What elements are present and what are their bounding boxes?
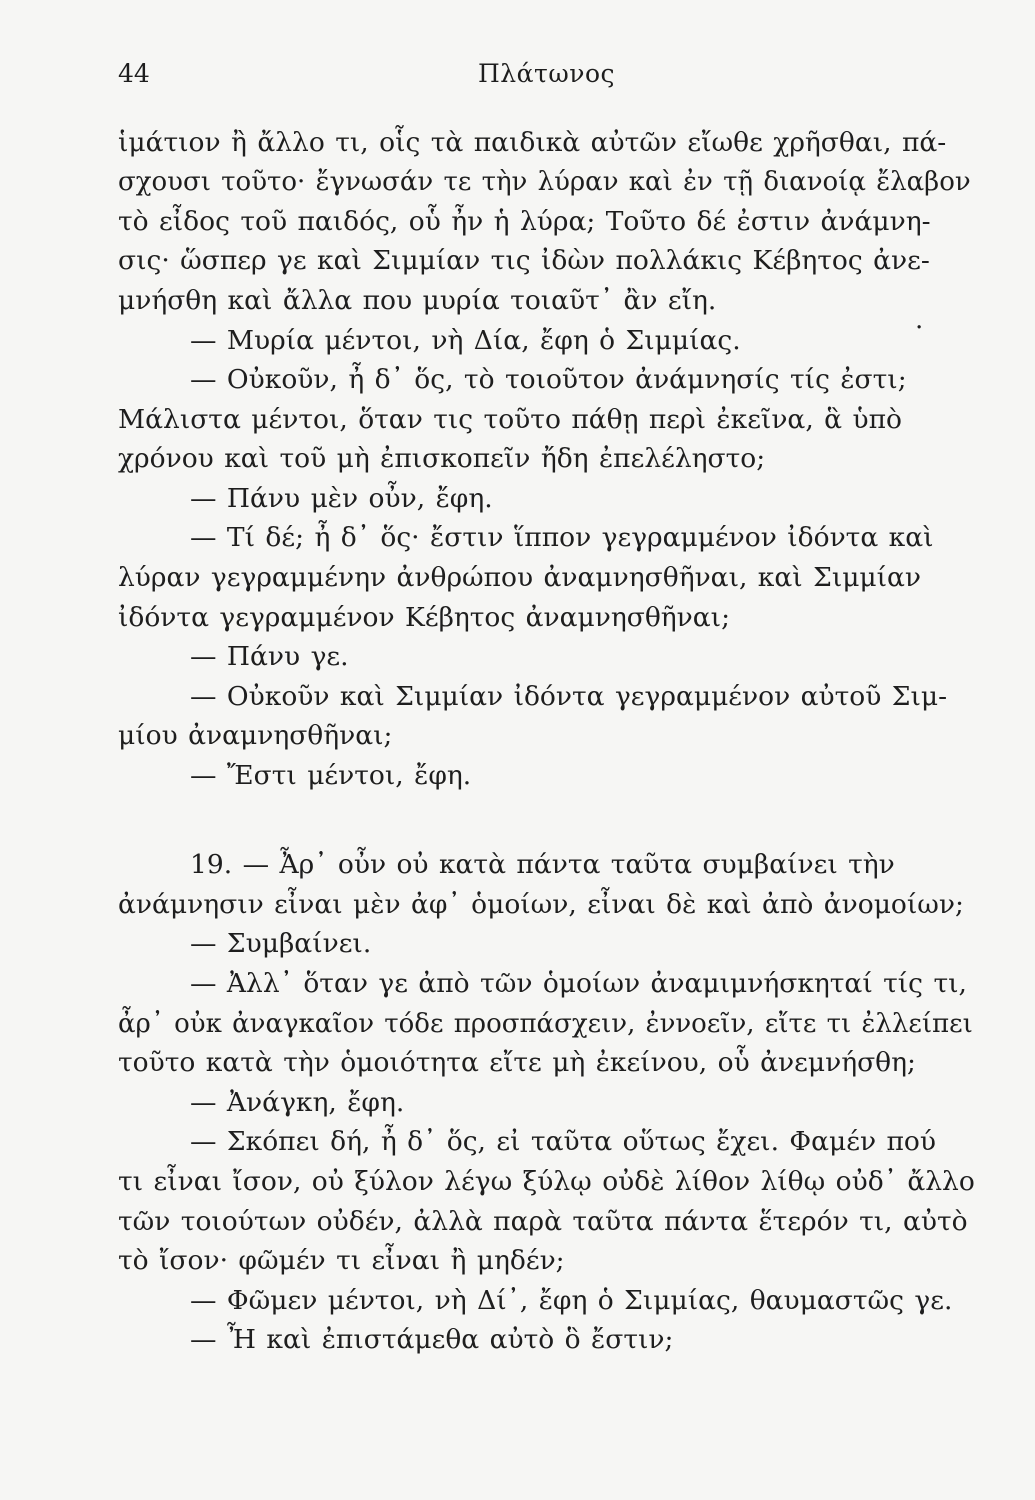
text-line: μίου ἀναμνησθῆναι;	[118, 720, 393, 751]
dialogue-line: — Τί δέ; ἦ δ᾽ ὅς· ἔστιν ἵππον γεγραμμένον ἰδόντα καὶ	[190, 522, 934, 553]
text-line: τι εἶναι ἴσον, οὐ ξύλον λέγω ξύλῳ οὐδὲ λίθον λίθῳ οὐδ᾽ ἄλλο	[118, 1166, 975, 1197]
text-line: χρόνου καὶ τοῦ μὴ ἐπισκοπεῖν ἤδη ἐπελέληστο;	[118, 443, 766, 474]
text-line: τὸ εἶδος τοῦ παιδός, οὗ ἦν ἡ λύρα; Τοῦτο δέ ἐστιν ἀνάμνη-	[118, 206, 931, 237]
text-line: Μάλιστα μέντοι, ὅταν τις τοῦτο πάθῃ περὶ ἐκεῖνα, ἃ ὑπὸ	[118, 404, 902, 435]
dialogue-line: — Φῶμεν μέντοι, νὴ Δί᾽, ἔφη ὁ Σιμμίας, θαυμαστῶς γε.	[190, 1285, 953, 1316]
text-line: σχουσι τοῦτο· ἔγνωσάν τε τὴν λύραν καὶ ἐν τῇ διανοίᾳ ἔλαβον	[118, 167, 971, 197]
text-line: ἆρ᾽ οὐκ ἀναγκαῖον τόδε προσπάσχειν, ἐννοεῖν, εἴτε τι ἐλλείπει	[118, 1009, 973, 1039]
dialogue-line: — Οὐκοῦν, ἦ δ᾽ ὅς, τὸ τοιοῦτον ἀνάμνησίς τίς ἐστι;	[190, 364, 907, 395]
dialogue-line: — Πάνυ μὲν οὖν, ἔφη.	[190, 483, 493, 514]
dialogue-line: — Σκόπει δή, ἦ δ᾽ ὅς, εἰ ταῦτα οὕτως ἔχει. Φαμέν πού	[190, 1126, 937, 1157]
text-line: ἱμάτιον ἢ ἄλλο τι, οἷς τὰ παιδικὰ αὐτῶν εἴωθε χρῆσθαι, πά-	[118, 127, 947, 158]
text-line: λύραν γεγραμμένην ἀνθρώπου ἀναμνησθῆναι, καὶ Σιμμίαν	[118, 562, 922, 593]
dialogue-line: — Ἀλλ᾽ ὅταν γε ἀπὸ τῶν ὁμοίων ἀναμιμνήσκηταί τίς τι,	[190, 968, 967, 999]
text-line: τοῦτο κατὰ τὴν ὁμοιότητα εἴτε μὴ ἐκείνου, οὗ ἀνεμνήσθη;	[118, 1047, 916, 1078]
text-line: μνήσθη καὶ ἄλλα που μυρία τοιαῦτ᾽ ἂν εἴη.	[118, 285, 717, 316]
dialogue-line: — Οὐκοῦν καὶ Σιμμίαν ἰδόντα γεγραμμένον αὐτοῦ Σιμ-	[190, 681, 948, 712]
dialogue-line: — Πάνυ γε.	[190, 641, 349, 672]
section-19-start: 19. — Ἆρ᾽ οὖν οὐ κατὰ πάντα ταῦτα συμβαίνει τὴν	[190, 849, 895, 880]
stray-mark: .	[915, 305, 924, 335]
text-line: σις· ὥσπερ γε καὶ Σιμμίαν τις ἰδὼν πολλάκις Κέβητος ἀνε-	[118, 245, 930, 276]
text-line: τῶν τοιούτων οὐδέν, ἀλλὰ παρὰ ταῦτα πάντα ἕτερόν τι, αὐτὸ	[118, 1206, 968, 1237]
dialogue-line: — Συμβαίνει.	[190, 928, 372, 959]
dialogue-line: — Μυρία μέντοι, νὴ Δία, ἔφη ὁ Σιμμίας.	[190, 325, 741, 356]
dialogue-line: — Ἦ καὶ ἐπιστάμεθα αὐτὸ ὃ ἔστιν;	[190, 1324, 674, 1355]
dialogue-line: — Ἔστι μέντοι, ἔφη.	[190, 760, 472, 791]
text-line: ἰδόντα γεγραμμένον Κέβητος ἀναμνησθῆναι;	[118, 602, 730, 633]
text-line: τὸ ἴσον· φῶμέν τι εἶναι ἢ μηδέν;	[118, 1245, 565, 1276]
page-number: 44	[118, 59, 150, 88]
text-line: ἀνάμνησιν εἶναι μὲν ἀφ᾽ ὁμοίων, εἶναι δὲ καὶ ἀπὸ ἀνομοίων;	[118, 889, 964, 920]
running-title: Πλάτωνος	[478, 59, 615, 88]
dialogue-line: — Ἀνάγκη, ἔφη.	[190, 1087, 405, 1118]
